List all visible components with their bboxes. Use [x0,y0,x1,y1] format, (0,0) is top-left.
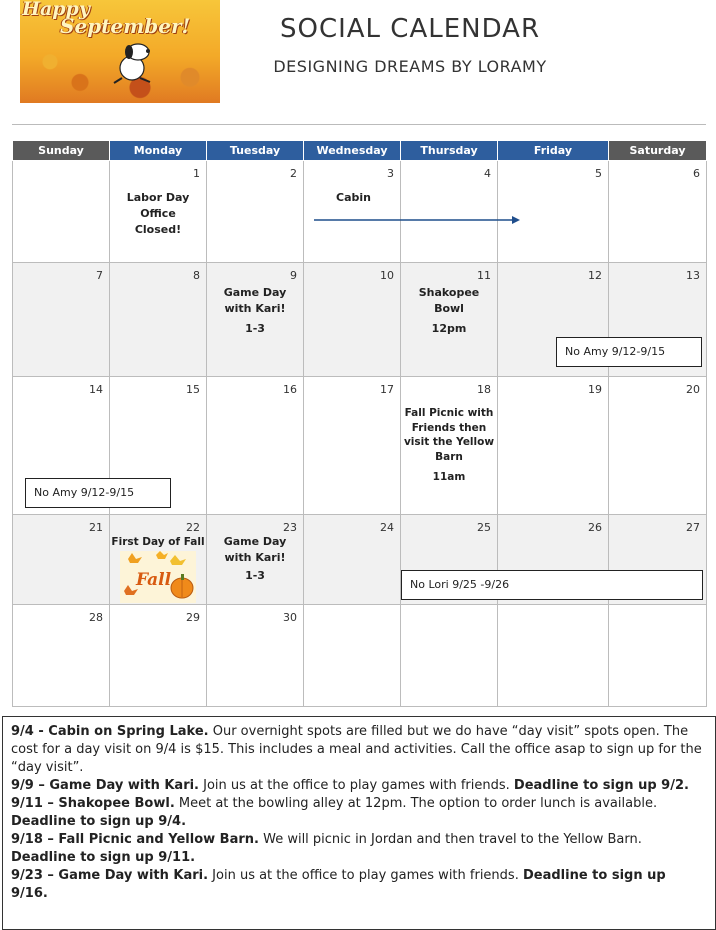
event-labor-day: Labor Day Office Closed! [126,191,190,236]
day-number: 21 [89,521,103,534]
day-cell[interactable] [110,605,207,707]
day-number: 8 [193,269,200,282]
detail-game-day-9: 9/9 – Game Day with Kari. Join us at the office to play games with friends. Deadline to sign up 9/2. [11,778,689,793]
logo-text-line2: September! [60,14,191,38]
fall-image-text: Fall [136,570,172,590]
day-cell[interactable] [110,161,207,263]
detail-shakopee-bowl: 9/11 – Shakopee Bowl. Meet at the bowling alley at 12pm. The option to order lunch is available. Deadline to sign up 9/4. [11,796,658,829]
event-details-box [2,716,716,930]
day-number: 6 [693,167,700,180]
event-fall-picnic: Fall Picnic with Friends then visit the Yellow Barn 11am [403,407,495,483]
day-cell[interactable] [207,377,304,515]
day-number: 3 [387,167,394,180]
day-cell[interactable] [13,605,110,707]
day-number: 23 [283,521,297,534]
day-number: 11 [477,269,491,282]
event-shakopee-bowl: Shakopee Bowl 12pm [418,286,480,335]
detail-fall-picnic: 9/18 – Fall Picnic and Yellow Barn. We will picnic in Jordan and then travel to the Yellow Barn. Deadline to sign up 9/11. [11,832,642,865]
day-cell[interactable] [13,263,110,377]
detail-game-day-23: 9/23 – Game Day with Kari. Join us at the office to play games with friends. Deadline to sign up 9/16. [11,868,666,901]
logo-text-line1: Happy [22,0,90,20]
notice-no-amy-week2: No Amy 9/12-9/15 [556,337,702,367]
day-number: 9 [290,269,297,282]
header-divider [12,124,706,125]
weekday-header: Tuesday [207,141,304,161]
day-number: 2 [290,167,297,180]
day-number: 26 [588,521,602,534]
day-cell[interactable] [401,605,498,707]
cabin-span-arrow-icon [314,214,520,226]
day-cell[interactable] [609,605,707,707]
day-cell[interactable] [13,515,110,605]
day-number: 18 [477,383,491,396]
day-number: 25 [477,521,491,534]
event-game-day-23: Game Day with Kari! 1-3 [223,535,287,582]
day-cell[interactable] [401,263,498,377]
day-number: 5 [595,167,602,180]
day-cell[interactable] [498,605,609,707]
detail-cabin: 9/4 - Cabin on Spring Lake. Our overnight spots are filled but we do have “day visit” spots open. The cost for a day visit on 9/4 is $15. This includes a meal and activities. Call the office asap to sign up for the “day visit”. [11,724,702,775]
notice-no-lori: No Lori 9/25 -9/26 [401,570,703,600]
snoopy-dancing-icon [108,40,158,84]
day-cell[interactable] [304,605,401,707]
day-cell[interactable] [498,161,609,263]
day-number: 4 [484,167,491,180]
page-title: SOCIAL CALENDAR [279,14,541,44]
week-row [13,161,707,263]
weekday-header: Friday [498,141,609,161]
day-number: 17 [380,383,394,396]
weekday-header: Thursday [401,141,498,161]
day-cell[interactable] [401,161,498,263]
day-cell[interactable] [207,161,304,263]
day-cell[interactable] [207,605,304,707]
day-number: 12 [588,269,602,282]
happy-september-logo [20,0,220,103]
page-subtitle: DESIGNING DREAMS BY LORAMY [273,57,547,76]
event-first-day-of-fall: First Day of Fall [111,536,205,548]
day-number: 30 [283,611,297,624]
day-number: 1 [193,167,200,180]
day-cell[interactable] [207,515,304,605]
day-number: 24 [380,521,394,534]
day-cell[interactable] [609,161,707,263]
event-cabin: Cabin [336,191,371,204]
day-cell[interactable] [13,161,110,263]
notice-no-amy-week3: No Amy 9/12-9/15 [25,478,171,508]
day-number: 16 [283,383,297,396]
weekday-header: Saturday [609,141,707,161]
weekday-header: Monday [110,141,207,161]
weekday-header-row [13,141,707,161]
day-number: 22 [186,521,200,534]
day-cell[interactable] [304,377,401,515]
day-number: 28 [89,611,103,624]
day-number: 27 [686,521,700,534]
day-number: 19 [588,383,602,396]
day-number: 14 [89,383,103,396]
week-row [13,605,707,707]
day-number: 29 [186,611,200,624]
weekday-header: Wednesday [304,141,401,161]
day-number: 13 [686,269,700,282]
event-game-day-9: Game Day with Kari! 1-3 [223,286,287,335]
fall-pumpkin-image [120,551,196,603]
weekday-header: Sunday [13,141,110,161]
day-cell[interactable] [498,377,609,515]
day-number: 15 [186,383,200,396]
day-cell[interactable] [304,515,401,605]
day-number: 7 [96,269,103,282]
day-cell[interactable] [110,263,207,377]
day-cell[interactable] [304,161,401,263]
day-cell[interactable] [304,263,401,377]
day-cell[interactable] [401,377,498,515]
day-number: 10 [380,269,394,282]
day-cell[interactable] [207,263,304,377]
day-cell[interactable] [609,377,707,515]
day-number: 20 [686,383,700,396]
